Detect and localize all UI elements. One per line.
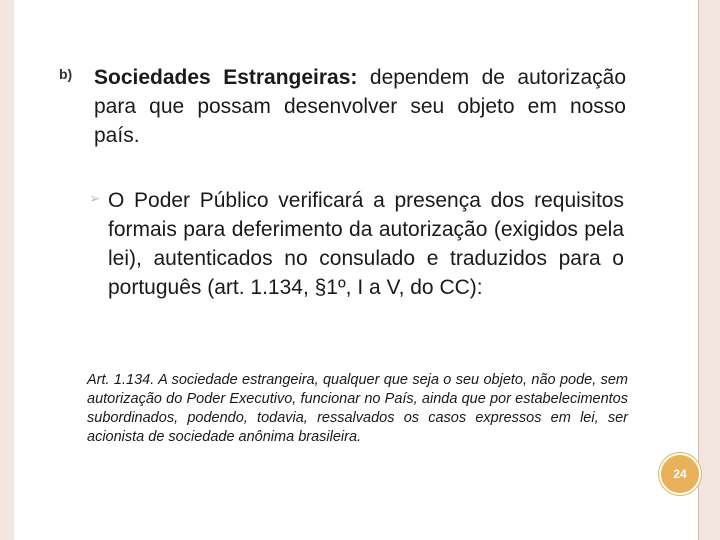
list-marker: b) — [59, 66, 73, 82]
slide — [14, 0, 699, 540]
arrow-bullet-icon: ➢ — [89, 190, 101, 206]
law-quote: Art. 1.134. A sociedade estrangeira, qualquer que seja o seu objeto, não pode, sem autorização do Poder Executivo, funcionar no País, ainda que por estabelecimentos subordinados, podendo, todavia, ressalvados os casos expressos em lei, ser acionista de sociedade anônima brasileira. — [87, 372, 628, 445]
main-text: dependem de autorização para que possam desenvolver seu objeto em nosso país. — [94, 66, 626, 147]
page-number-badge: 24 — [659, 453, 701, 495]
slide-border-line — [698, 0, 699, 540]
sub-list-item: O Poder Público verificará a presença dos requisitos formais para deferimento da autorização (exigidos pela lei), autenticados no consulado e traduzidos para o português (art. 1.134, §1º, I a V, do CC): — [108, 189, 624, 299]
main-heading: Sociedades Estrangeiras: — [94, 66, 358, 89]
main-list-item — [94, 63, 626, 150]
